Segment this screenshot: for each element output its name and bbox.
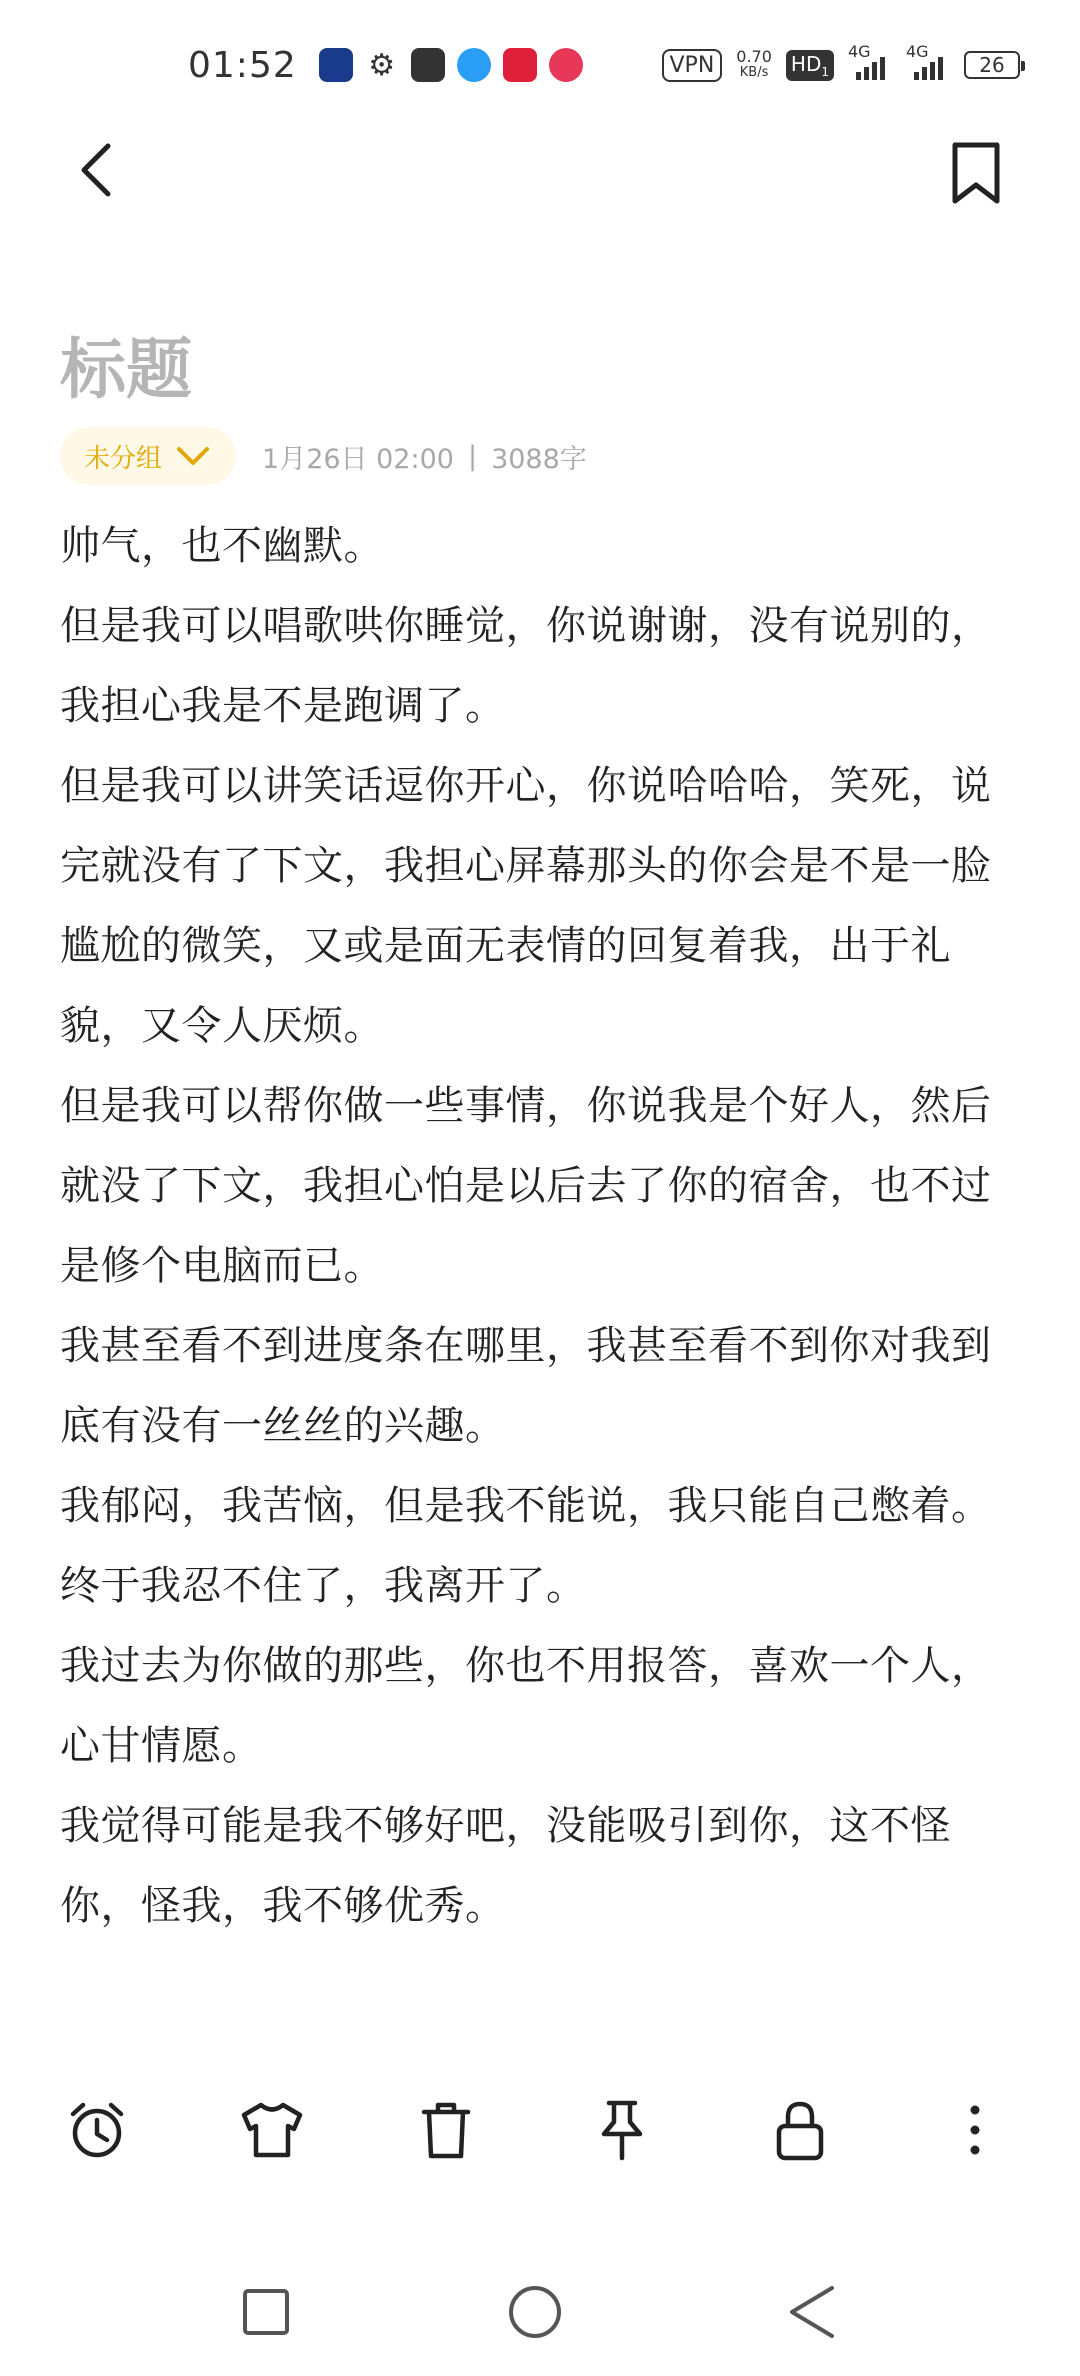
system-nav-bar [0,2250,1080,2376]
group-label: 未分组 [84,443,163,474]
note-paragraph: 我甚至看不到进度条在哪里，我甚至看不到你对我到底有没有一丝丝的兴趣。 [60,1323,992,1449]
hd-sub: 1 [821,64,829,79]
signal-1-icon [848,42,892,80]
lock-icon [774,2098,826,2162]
note-paragraph: 但是我可以帮你做一些事情，你说我是个好人，然后就没了下文，我担心怕是以后去了你的宿舍，也不过是修个电脑而已。 [60,1083,992,1289]
vpn-indicator: VPN [662,49,723,82]
back-triangle-icon [786,2284,838,2340]
pin-icon [594,2098,650,2162]
lock-button[interactable] [760,2090,840,2170]
chevron-down-icon [176,446,210,466]
trash-icon [418,2098,474,2162]
note-paragraph: 我郁闷，我苦恼，但是我不能说，我只能自己憋着。 [60,1483,992,1529]
bookmark-button[interactable] [948,140,1004,206]
note-title[interactable]: 标题 [60,331,192,408]
reminder-button[interactable] [57,2090,137,2170]
app-icon-pink [549,48,583,82]
app-icon-gear: ⚙ [365,48,399,82]
net-speed [736,49,772,81]
net-speed-value: 0.70 [736,47,772,66]
word-count: 3088字 [491,443,587,475]
recent-apps-button[interactable] [226,2272,306,2352]
note-paragraph: 我觉得可能是我不够好吧，没能吸引到你，这不怪你，怪我，我不够优秀。 [60,1803,951,1929]
chevron-left-icon [76,140,116,200]
status-time: 01:52 [188,44,297,86]
skin-button[interactable] [232,2090,312,2170]
note-paragraph: 我过去为你做的那些，你也不用报答，喜欢一个人，心甘情愿。 [60,1643,992,1769]
hd-indicator [786,50,834,81]
battery-icon: 26 [964,51,1020,79]
back-button[interactable] [72,138,120,202]
pin-button[interactable] [582,2090,662,2170]
note-paragraph: 终于我忍不住了，我离开了。 [60,1563,587,1609]
delete-button[interactable] [406,2090,486,2170]
note-body[interactable] [60,506,1020,1946]
more-vertical-icon [965,2100,985,2160]
shirt-icon [239,2100,305,2160]
app-icon-red [503,48,537,82]
bookmark-icon [949,141,1003,205]
note-paragraph: 帅气，也不幽默。 [60,523,384,569]
net-speed-unit: KB/s [739,65,769,80]
note-paragraph: 但是我可以唱歌哄你睡觉，你说谢谢，没有说别的，我担心我是不是跑调了。 [60,603,992,729]
notification-icons [319,48,583,82]
signal-2-icon [906,42,950,80]
app-icon-blue-square [319,48,353,82]
home-icon [507,2284,563,2340]
signal-1-label: 4G [848,42,871,61]
note-meta [60,426,587,486]
meta-separator: | [467,440,478,472]
app-icon-alipay [411,48,445,82]
status-right [662,42,1021,82]
more-button[interactable] [935,2090,1015,2170]
system-back-button[interactable] [772,2272,852,2352]
bottom-toolbar [0,2070,1080,2190]
hd-label: HD [790,51,822,76]
group-selector[interactable] [60,427,236,485]
note-date: 1月26日 02:00 [262,443,454,475]
alarm-clock-icon [65,2098,129,2162]
signal-2-label: 4G [906,42,929,61]
home-button[interactable] [495,2272,575,2352]
note-paragraph: 但是我可以讲笑话逗你开心，你说哈哈哈，笑死，说完就没有了下文，我担心屏幕那头的你会是不是一脸尴尬的微笑，又或是面无表情的回复着我，出于礼貌，又令人厌烦。 [60,763,992,1049]
status-bar [0,0,1080,130]
recent-apps-icon [241,2287,291,2337]
app-icon-compass [457,48,491,82]
